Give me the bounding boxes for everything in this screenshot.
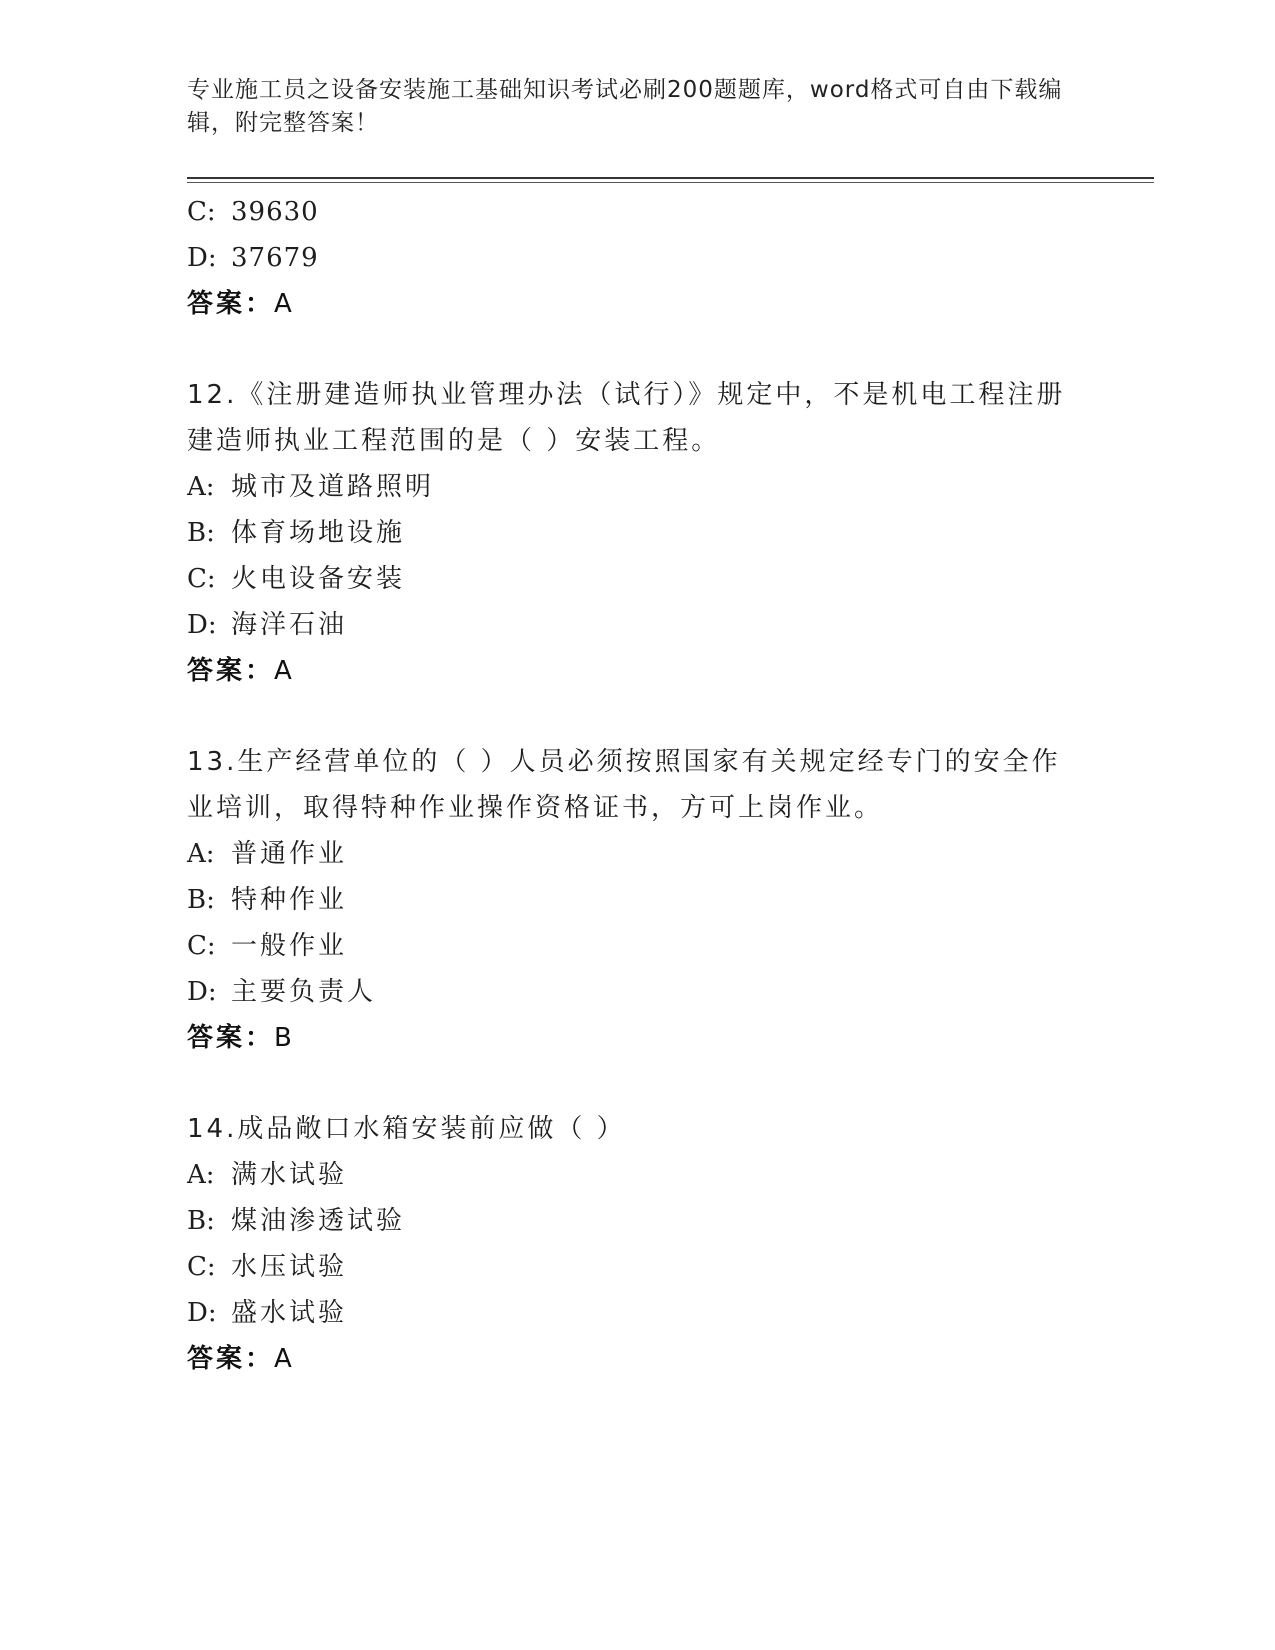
option-letter: A: [187,472,215,502]
option-text: 普通作业 [231,839,348,869]
option-text: 主要负责人 [231,977,377,1007]
option-letter: B: [187,518,215,548]
option-text: 水压试验 [231,1252,348,1282]
option-c [187,1244,1087,1290]
question-stem-line: 建造师执业工程范围的是（ ）安装工程。 [187,426,721,456]
option-letter: C: [187,564,216,594]
option-text: 一般作业 [231,931,348,961]
question-stem-line: 13.生产经营单位的（ ）人员必须按照国家有关规定经专门的安全作 [187,747,1061,777]
answer-line [187,648,1087,694]
option-text: 39630 [231,197,319,227]
option-letter: D: [187,243,217,273]
option-text: 城市及道路照明 [231,472,435,502]
question-stem-line: 12.《注册建造师执业管理办法（试行）》规定中，不是机电工程注册 [187,380,1066,410]
option-a [187,1152,1087,1198]
option-b [187,877,1087,923]
option-letter: D: [187,1298,217,1328]
page-header-title: 专业施工员之设备安装施工基础知识考试必刷200题题库，word格式可自由下载编辑，附完整答案！ [187,77,1063,136]
option-b [187,1198,1087,1244]
answer-label: 答案： [187,1023,275,1053]
option-c [187,556,1087,602]
option-d [187,602,1087,648]
question-13 [187,739,1087,1061]
option-letter: C: [187,931,216,961]
question-content [187,189,1087,1382]
answer-line [187,1015,1087,1061]
answer-label: 答案： [187,656,275,686]
option-b [187,510,1087,556]
header-divider-thick [187,177,1154,179]
option-letter: C: [187,197,216,227]
option-d [187,235,1087,281]
option-text: 37679 [231,243,319,273]
header-divider-thin [187,182,1154,183]
option-text: 体育场地设施 [231,518,406,548]
option-letter: C: [187,1252,216,1282]
option-letter: B: [187,1206,215,1236]
option-text: 特种作业 [231,885,348,915]
answer-line [187,1336,1087,1382]
option-text: 满水试验 [231,1160,348,1190]
question-14 [187,1106,1087,1382]
question-stem-line: 14.成品敞口水箱安装前应做（ ） [187,1114,626,1144]
answer-label: 答案： [187,1344,275,1374]
question-12 [187,372,1087,694]
answer-value: A [274,1344,295,1374]
option-text: 煤油渗透试验 [231,1206,406,1236]
option-letter: A: [187,1160,215,1190]
answer-label: 答案： [187,289,275,319]
option-text: 火电设备安装 [231,564,406,594]
option-text: 海洋石油 [231,610,348,640]
option-letter: D: [187,610,217,640]
question-stem-line: 业培训，取得特种作业操作资格证书，方可上岗作业。 [187,793,884,823]
option-a [187,464,1087,510]
option-d [187,969,1087,1015]
option-letter: B: [187,885,215,915]
option-text: 盛水试验 [231,1298,348,1328]
option-c [187,923,1087,969]
answer-value: A [274,289,295,319]
answer-line [187,281,1087,327]
answer-value: B [274,1023,295,1053]
option-a [187,831,1087,877]
option-letter: A: [187,839,215,869]
question-11-tail [187,189,1087,327]
answer-value: A [274,656,295,686]
option-c [187,189,1087,235]
option-letter: D: [187,977,217,1007]
option-d [187,1290,1087,1336]
